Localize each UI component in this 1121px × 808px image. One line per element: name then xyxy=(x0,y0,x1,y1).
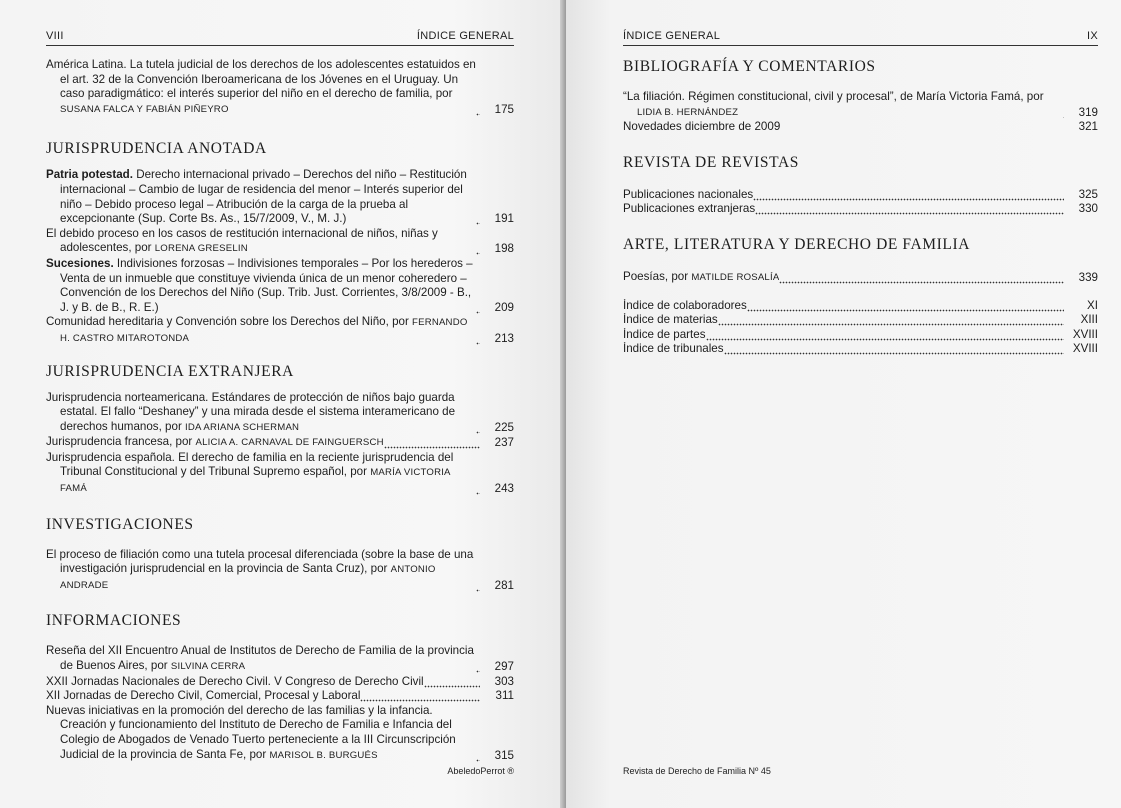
right-toc-content xyxy=(623,56,1098,357)
entry-author: FERNANDO H. CASTRO MITAROTONDA xyxy=(60,317,468,344)
entry-text: El debido proceso en los casos de restitución internacional de niños, niñas y adolescentes, por xyxy=(46,226,438,255)
leader-dots xyxy=(779,271,1064,286)
toc-entry[interactable] xyxy=(46,58,514,117)
right-header-title: ÍNDICE GENERAL xyxy=(623,30,721,42)
entry-page: 225 xyxy=(494,420,514,434)
entry-text: América Latina. La tutela judicial de los derechos de los adolescentes estatuidos en el art. 32 de la Convención Iberoamericana de los Jóvenes en el Uruguay. Un caso paradigmático: el interés superior del niño en el derecho de familia, por xyxy=(46,58,476,101)
index-entry[interactable] xyxy=(623,299,1098,314)
entry-text: Índice de partes xyxy=(623,327,706,341)
entry-text: Comunidad hereditaria y Convención sobre los Derechos del Niño, por xyxy=(46,315,413,329)
entry-page: 243 xyxy=(494,482,514,496)
entry-page: 330 xyxy=(1078,202,1098,216)
entry-author: MARISOL B. BURGUÉS xyxy=(269,749,378,761)
entry-text: Novedades diciembre de 2009 xyxy=(623,120,781,134)
entry-text: Jurisprudencia norteamericana. Estándares de protección de niños bajo guarda estatal. El fallo “Deshaney” y una mirada desde el sistema interamericano de derechos humanos, por xyxy=(46,390,456,433)
entry-text: Índice de colaboradores xyxy=(623,298,747,312)
section-title-bibliografia: BIBLIOGRAFÍA Y COMENTARIOS xyxy=(623,58,876,75)
index-entry[interactable] xyxy=(623,342,1098,357)
toc-entry[interactable] xyxy=(46,689,514,704)
entry-page: 325 xyxy=(1078,187,1098,201)
entry-page: XIII xyxy=(1080,313,1098,327)
right-folio: IX xyxy=(1087,30,1098,42)
toc-entry[interactable] xyxy=(46,548,514,594)
leader-dots xyxy=(753,188,1064,203)
entry-text: El proceso de filiación como una tutela procesal diferenciada (sobre la base de una investigación jurisprudencial en la provincia de Santa Cruz), por xyxy=(46,547,474,576)
entry-page: 319 xyxy=(1078,105,1098,119)
section-title-revista: REVISTA DE REVISTAS xyxy=(623,153,799,171)
entry-author: ALICIA A. CARNAVAL DE FAINGUERSCH xyxy=(195,437,384,449)
left-header-title: ÍNDICE GENERAL xyxy=(416,30,514,42)
entry-page: 339 xyxy=(1078,270,1098,284)
toc-entry[interactable] xyxy=(623,120,1098,135)
entry-bold-topic: Patria potestad. xyxy=(46,168,133,182)
toc-entry[interactable] xyxy=(46,227,514,257)
entry-page: 315 xyxy=(494,748,514,762)
entry-author: SUSANA FALCA Y FABIÁN PIÑEYRO xyxy=(60,103,229,115)
entry-page: 209 xyxy=(494,300,514,314)
entry-author: ANTONIO ANDRADE xyxy=(60,564,436,591)
toc-entry[interactable] xyxy=(46,435,514,451)
entry-page: XVIII xyxy=(1072,327,1098,341)
index-entry[interactable] xyxy=(623,313,1098,328)
entry-page: XVIII xyxy=(1072,342,1098,356)
right-running-header xyxy=(623,28,1098,46)
left-toc-content xyxy=(46,56,514,763)
section-title-jurisprudencia-extranjera: JURISPRUDENCIA EXTRANJERA xyxy=(46,362,294,380)
toc-entry[interactable] xyxy=(46,644,514,674)
toc-entry[interactable] xyxy=(46,675,514,690)
left-folio: VIII xyxy=(46,30,64,42)
leader-dots xyxy=(384,436,480,451)
toc-entry[interactable] xyxy=(46,168,514,226)
leader-dots xyxy=(718,313,1064,328)
entry-author: LIDIA B. HERNÁNDEZ xyxy=(637,106,739,118)
entry-author: MATILDE ROSALÍA xyxy=(691,271,780,283)
entry-author: SILVINA CERRA xyxy=(170,661,246,673)
right-footer: Revista de Derecho de Familia Nº 45 xyxy=(623,766,771,776)
entry-page: 303 xyxy=(494,674,514,688)
entry-page: 191 xyxy=(494,212,514,226)
entry-page: 311 xyxy=(495,689,514,703)
entry-text: Jurisprudencia francesa, por xyxy=(46,435,196,449)
entry-bold-topic: Sucesiones. xyxy=(46,256,114,270)
toc-entry[interactable] xyxy=(623,270,1098,286)
entry-text: Índice de materias xyxy=(623,313,718,327)
entry-page: 281 xyxy=(494,578,514,592)
leader-dots xyxy=(724,342,1064,357)
entry-page: XI xyxy=(1087,298,1098,312)
entry-text: Jurisprudencia española. El derecho de familia en la reciente jurisprudencia del Tribunal Constitucional y del Tribunal Supremo español, por xyxy=(46,450,454,479)
toc-entry[interactable] xyxy=(623,188,1098,203)
right-page xyxy=(566,0,1121,808)
toc-entry[interactable] xyxy=(623,202,1098,217)
leader-dots xyxy=(780,120,1064,135)
entry-text: Publicaciones extranjeras xyxy=(623,202,756,216)
entry-text: Publicaciones nacionales xyxy=(623,187,754,201)
entry-text: Derecho internacional privado – Derechos del niño – Restitución internacional – Cambio de lugar de residencia del menor – Interés superior del niño – Debido proceso legal – Atribución de la carga de la prueba al excepcionante (Sup. Corte Bs. As., 15/7/2009, V., M. J.) xyxy=(60,168,467,226)
entry-page: 321 xyxy=(1078,120,1098,134)
section-title-jurisprudencia-anotada: JURISPRUDENCIA ANOTADA xyxy=(46,140,267,158)
entry-author: LORENA GRESELIN xyxy=(154,243,248,255)
entry-text: XII Jornadas de Derecho Civil, Comercial, Procesal y Laboral xyxy=(46,689,361,703)
entry-text: Poesías, por xyxy=(623,269,692,283)
entry-text: Nuevas iniciativas en la promoción del derecho de las familias y la infancia. Creación y funcionamiento del Instituto de Derecho de Familia e Infancia del Colegio de Abogados de Venado Tuerto perteneciente a la III Circunscripción Judicial de la provincia de Santa Fe, por xyxy=(46,703,456,761)
entry-page: 297 xyxy=(494,660,514,674)
leader-dots xyxy=(755,202,1064,217)
entry-page: 213 xyxy=(494,331,514,345)
leader-dots xyxy=(747,299,1064,314)
section-title-investigaciones: INVESTIGACIONES xyxy=(46,515,194,533)
entry-author: MARÍA VICTORIA FAMÁ xyxy=(60,467,451,495)
entry-author: IDA ARIANA SCHERMAN xyxy=(185,421,300,433)
section-title-arte: ARTE, LITERATURA Y DERECHO DE FAMILIA xyxy=(623,235,971,253)
toc-entry[interactable] xyxy=(46,704,514,763)
entry-text: Índice de tribunales xyxy=(623,342,724,356)
toc-entry[interactable] xyxy=(46,391,514,436)
entry-text: XXII Jornadas Nacionales de Derecho Civil. V Congreso de Derecho Civil xyxy=(46,674,424,688)
index-entry[interactable] xyxy=(623,328,1098,343)
leader-dots xyxy=(706,328,1065,343)
entry-page: 237 xyxy=(494,436,514,450)
entry-page: 175 xyxy=(494,102,514,116)
entry-text: “La filiación. Régimen constitucional, civil y procesal”, de María Victoria Famá, por xyxy=(623,90,1044,103)
entry-text: Indivisiones forzosas – Indivisiones temporales – Por los herederos – Venta de un inmueble que constituye vivienda única de un menor coheredero – Convención de los Derechos del Niño (Sup. Trib. Just. Corrientes, 3/8/2009 - B., J. y B. de B., R. E.) xyxy=(60,256,473,314)
toc-entry[interactable] xyxy=(46,257,514,315)
entry-page: 198 xyxy=(494,242,514,256)
toc-entry[interactable] xyxy=(46,451,514,497)
toc-entry[interactable] xyxy=(46,315,514,346)
toc-entry[interactable] xyxy=(623,90,1098,120)
section-title-informaciones: INFORMACIONES xyxy=(46,612,182,630)
entry-text: Reseña del XII Encuentro Anual de Institutos de Derecho de Familia de la provincia de Buenos Aires, por xyxy=(46,644,474,673)
left-running-header xyxy=(46,28,514,46)
leader-dots xyxy=(424,675,480,690)
leader-dots xyxy=(360,689,480,704)
left-footer: AbeledoPerrot ® xyxy=(447,766,514,776)
